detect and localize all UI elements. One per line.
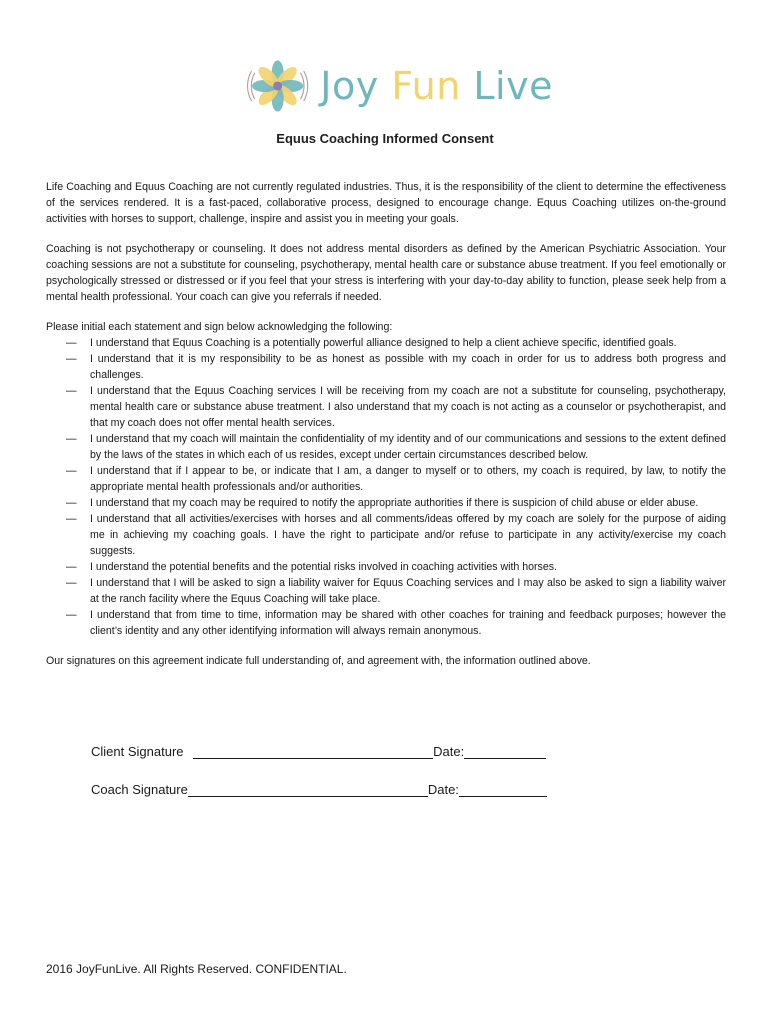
paragraph-intro: Life Coaching and Equus Coaching are not currently regulated industries. Thus, it is the responsibility of the client to determine the effectiveness of the services rendered. It is a fast-paced, collaborative process, designed to encourage change. Equus Coaching utilizes on-the-ground activities with horses to support, challenge, inspire and assist you in meeting your goals.: [46, 181, 726, 225]
coach-signature-label: Coach Signature: [91, 782, 188, 797]
coach-date-line[interactable]: [459, 782, 547, 797]
coach-signature-line[interactable]: [188, 782, 428, 797]
initial-marker: —: [66, 561, 77, 573]
logo-word-fun: Fun: [391, 64, 461, 108]
logo-word-joy: Joy: [320, 64, 379, 108]
closing-text: Our signatures on this agreement indicate full understanding of, and agreement with, the information outlined above.: [46, 655, 591, 667]
statement-text: I understand the potential benefits and the potential risks involved in coaching activities with horses.: [90, 561, 557, 573]
initial-marker: —: [66, 513, 77, 525]
logo-wordmark: [320, 64, 553, 108]
statement-item: [46, 495, 726, 511]
instructions-text: Please initial each statement and sign below acknowledging the following:: [46, 321, 393, 333]
client-signature-line[interactable]: [193, 744, 433, 759]
client-signature-row: [91, 744, 546, 759]
statement-text: I understand that if I appear to be, or indicate that I am, a danger to myself or to others, my coach is required, by law, to notify the appropriate mental health professionals and/or authorities.: [90, 465, 726, 493]
statement-item: [46, 431, 726, 463]
initial-marker: —: [66, 497, 77, 509]
statement-text: I understand that I will be asked to sign a liability waiver for Equus Coaching services and I may also be asked to sign a liability waiver at the ranch facility where the Equus Coaching will take place.: [90, 577, 726, 605]
logo-center: [273, 81, 282, 90]
initial-marker: —: [66, 353, 77, 365]
flower-logo-icon: [243, 44, 312, 128]
client-signature-label: Client Signature: [91, 744, 184, 759]
initial-marker: —: [66, 337, 77, 349]
statement-item: [46, 607, 726, 639]
statement-text: I understand that the Equus Coaching services I will be receiving from my coach are not a substitute for counseling, psychotherapy, mental health care or substance abuse treatment. I also understand that my coach is not acting as a counselor or psychotherapist, and that my coach does not offer mental health services.: [90, 385, 726, 429]
statement-text: I understand that from time to time, information may be shared with other coaches for training and feedback purposes; however the client’s identity and any other identifying information will always remain anonymous.: [90, 609, 726, 637]
statement-text: I understand that my coach may be required to notify the appropriate authorities if there is suspicion of child abuse or elder abuse.: [90, 497, 699, 509]
client-date-label: Date:: [433, 744, 465, 759]
client-date-line[interactable]: [464, 744, 546, 759]
statement-item: [46, 559, 726, 575]
statement-text: I understand that my coach will maintain the confidentiality of my identity and of our communications and sessions to the extent defined by the laws of the states in which each of us resides, except under certain circumstances described below.: [90, 433, 726, 461]
statement-item: [46, 575, 726, 607]
statement-item: [46, 463, 726, 495]
logo-word-live: Live: [473, 64, 553, 108]
document-title: Equus Coaching Informed Consent: [276, 131, 494, 146]
initial-marker: —: [66, 465, 77, 477]
statement-text: I understand that all activities/exercises with horses and all comments/ideas offered by my coach are solely for the purpose of aiding me in achieving my coaching goals. I have the right to participate and/or refuse to participate in any activity/exercise my coach suggests.: [90, 513, 726, 557]
initial-marker: —: [66, 577, 77, 589]
logo: [243, 44, 553, 128]
initial-marker: —: [66, 385, 77, 397]
statement-item: [46, 383, 726, 431]
initial-marker: —: [66, 433, 77, 445]
footer-text: 2016 JoyFunLive. All Rights Reserved. CONFIDENTIAL.: [46, 962, 347, 976]
statement-item: [46, 335, 726, 351]
statement-item: [46, 351, 726, 383]
coach-date-label: Date:: [427, 782, 459, 797]
document-body: [46, 179, 726, 669]
statement-text: I understand that it is my responsibility to be as honest as possible with my coach in order for us to address both progress and challenges.: [90, 353, 726, 381]
statement-text: I understand that Equus Coaching is a potentially powerful alliance designed to help a client achieve specific, identified goals.: [90, 337, 677, 349]
statement-item: [46, 511, 726, 559]
paragraph-not-therapy: Coaching is not psychotherapy or counseling. It does not address mental disorders as defined by the American Psychiatric Association. Your coaching sessions are not a substitute for counseling, psychotherapy, mental health care or substance abuse treatment. If you feel emotionally or psychologically stressed or distressed or if you feel that your stress is interfering with your day-to-day ability to function, please seek help from a mental health professional. Your coach can give you referrals if needed.: [46, 243, 726, 303]
coach-signature-row: [91, 782, 547, 797]
statement-list: [46, 335, 726, 639]
initial-marker: —: [66, 609, 77, 621]
